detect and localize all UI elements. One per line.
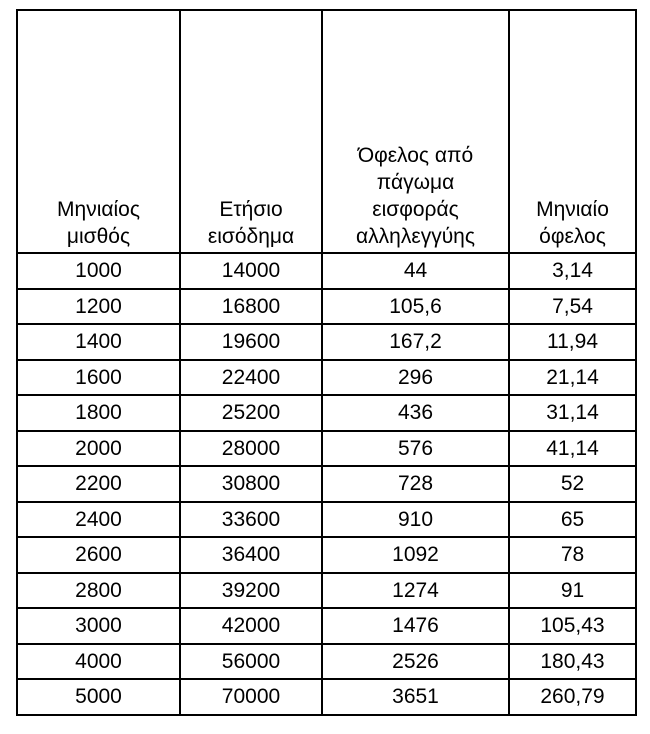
cell-freeze-benefit: 2526 [322, 644, 509, 680]
salary-benefit-table [16, 9, 637, 716]
table-row [17, 502, 636, 538]
cell-annual-income: 28000 [180, 431, 322, 467]
cell-monthly-benefit: 11,94 [509, 324, 636, 360]
cell-monthly-benefit: 65 [509, 502, 636, 538]
header-line: Ετήσιο [219, 198, 283, 221]
cell-monthly-benefit: 52 [509, 466, 636, 502]
cell-monthly-salary: 1400 [17, 324, 180, 360]
table-row [17, 289, 636, 325]
cell-annual-income: 56000 [180, 644, 322, 680]
header-freeze-benefit [322, 10, 509, 253]
cell-annual-income: 25200 [180, 395, 322, 431]
cell-monthly-salary: 3000 [17, 608, 180, 644]
header-line: αλληλεγγύης [356, 225, 475, 248]
header-line: Μηνιαίο [536, 198, 609, 221]
cell-annual-income: 39200 [180, 573, 322, 609]
cell-freeze-benefit: 167,2 [322, 324, 509, 360]
table-row [17, 431, 636, 467]
cell-monthly-benefit: 21,14 [509, 360, 636, 396]
table-row [17, 644, 636, 680]
header-row [17, 10, 636, 253]
cell-freeze-benefit: 105,6 [322, 289, 509, 325]
header-line: εισόδημα [207, 225, 295, 248]
cell-monthly-salary: 2200 [17, 466, 180, 502]
cell-monthly-salary: 4000 [17, 644, 180, 680]
header-monthly-benefit [509, 10, 636, 253]
cell-monthly-benefit: 41,14 [509, 431, 636, 467]
cell-annual-income: 70000 [180, 679, 322, 715]
cell-monthly-salary: 1800 [17, 395, 180, 431]
table-row [17, 608, 636, 644]
cell-freeze-benefit: 1274 [322, 573, 509, 609]
cell-annual-income: 22400 [180, 360, 322, 396]
cell-freeze-benefit: 3651 [322, 679, 509, 715]
cell-monthly-benefit: 180,43 [509, 644, 636, 680]
cell-annual-income: 14000 [180, 253, 322, 289]
cell-monthly-salary: 2400 [17, 502, 180, 538]
table-row [17, 253, 636, 289]
cell-freeze-benefit: 44 [322, 253, 509, 289]
cell-monthly-benefit: 105,43 [509, 608, 636, 644]
cell-monthly-benefit: 260,79 [509, 679, 636, 715]
cell-freeze-benefit: 1092 [322, 537, 509, 573]
cell-monthly-salary: 5000 [17, 679, 180, 715]
cell-annual-income: 33600 [180, 502, 322, 538]
header-line: εισφοράς [372, 198, 459, 221]
header-line: μισθός [66, 225, 131, 248]
table-row [17, 360, 636, 396]
header-monthly-salary [17, 10, 180, 253]
cell-monthly-salary: 2600 [17, 537, 180, 573]
table-row [17, 324, 636, 360]
cell-freeze-benefit: 910 [322, 502, 509, 538]
header-annual-income [180, 10, 322, 253]
header-line: Όφελος από [357, 144, 474, 167]
cell-monthly-benefit: 7,54 [509, 289, 636, 325]
header-line: Μηνιαίος [57, 198, 140, 221]
header-line: πάγωμα [376, 171, 455, 194]
cell-monthly-benefit: 3,14 [509, 253, 636, 289]
cell-freeze-benefit: 576 [322, 431, 509, 467]
cell-monthly-benefit: 91 [509, 573, 636, 609]
cell-monthly-benefit: 78 [509, 537, 636, 573]
cell-annual-income: 42000 [180, 608, 322, 644]
header-line: όφελος [539, 225, 606, 248]
table-row [17, 466, 636, 502]
cell-monthly-salary: 1000 [17, 253, 180, 289]
cell-monthly-salary: 2000 [17, 431, 180, 467]
cell-monthly-benefit: 31,14 [509, 395, 636, 431]
cell-monthly-salary: 1600 [17, 360, 180, 396]
cell-annual-income: 36400 [180, 537, 322, 573]
cell-freeze-benefit: 1476 [322, 608, 509, 644]
table-row [17, 537, 636, 573]
table-row [17, 395, 636, 431]
cell-monthly-salary: 2800 [17, 573, 180, 609]
cell-monthly-salary: 1200 [17, 289, 180, 325]
cell-freeze-benefit: 436 [322, 395, 509, 431]
table-row [17, 573, 636, 609]
table-row [17, 679, 636, 715]
cell-freeze-benefit: 728 [322, 466, 509, 502]
cell-annual-income: 16800 [180, 289, 322, 325]
cell-freeze-benefit: 296 [322, 360, 509, 396]
cell-annual-income: 19600 [180, 324, 322, 360]
cell-annual-income: 30800 [180, 466, 322, 502]
table-body [17, 253, 636, 715]
